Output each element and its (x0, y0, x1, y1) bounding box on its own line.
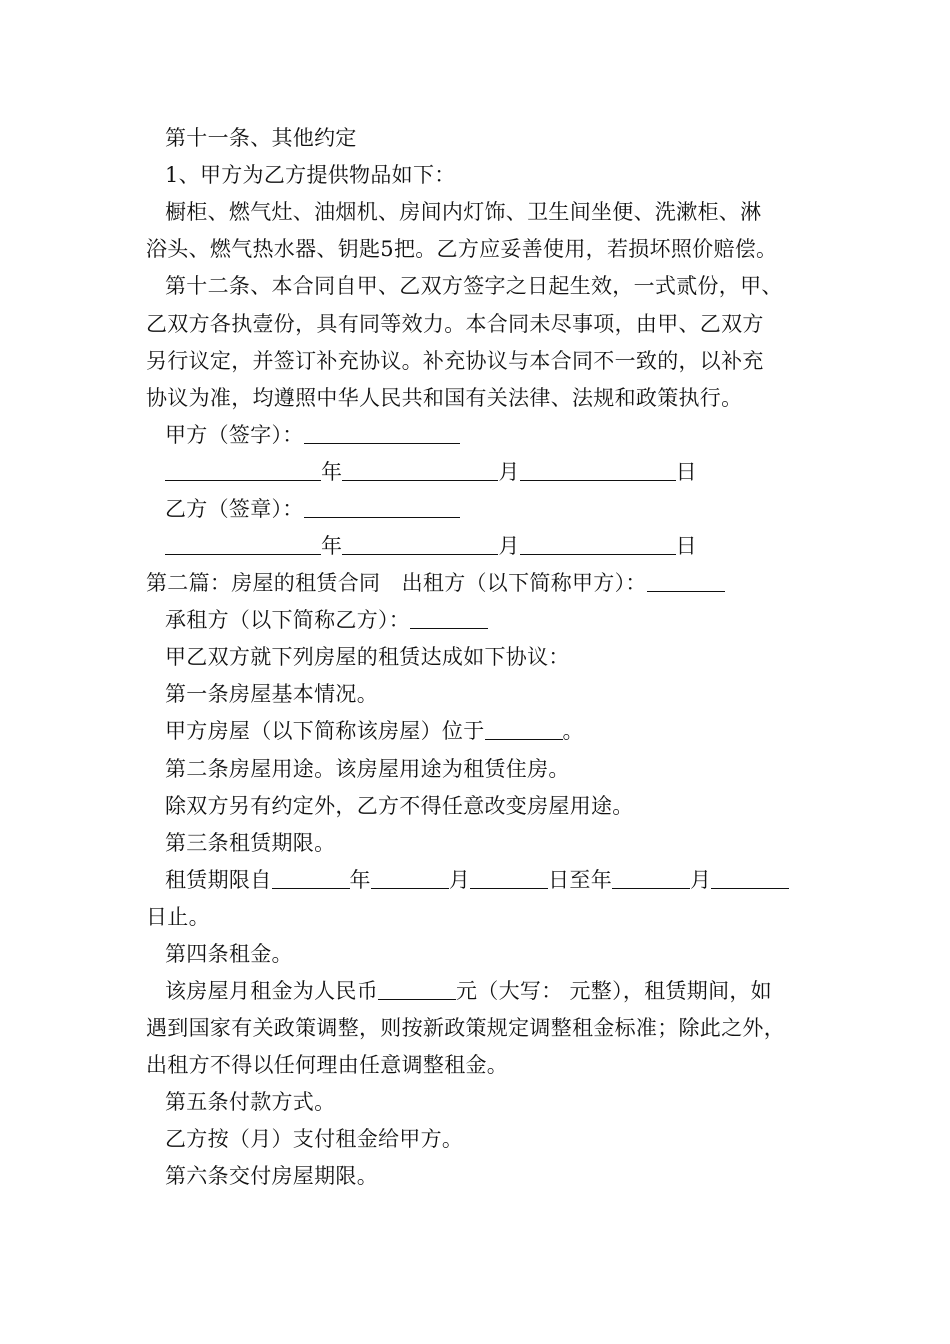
start-day-blank[interactable] (470, 868, 548, 889)
paragraph-line: 协议为准，均遵照中华人民共和国有关法律、法规和政策执行。 (146, 386, 743, 410)
rent-amount-blank[interactable] (378, 979, 456, 1000)
end-year-blank[interactable] (612, 868, 690, 889)
party-b-seal-line (165, 496, 460, 522)
month-label: 月 (498, 460, 520, 484)
month-blank[interactable] (342, 534, 498, 555)
end-month-blank[interactable] (711, 868, 789, 889)
paragraph-line: 第十二条、本合同自甲、乙双方签字之日起生效，一式贰份，甲、 (165, 274, 783, 298)
article-5-heading: 第五条付款方式。 (165, 1090, 336, 1114)
paragraph-line: 日止。 (146, 905, 210, 929)
party-b-date-line (165, 533, 697, 559)
year-blank[interactable] (165, 460, 321, 481)
paragraph-line: 橱柜、燃气灶、油烟机、房间内灯饰、卫生间坐便、洗漱柜、淋 (165, 200, 762, 224)
location-blank[interactable] (485, 719, 563, 740)
start-month-blank[interactable] (371, 868, 449, 889)
year-label: 年 (321, 534, 343, 558)
month-label: 月 (448, 868, 471, 892)
party-a-date-line (165, 459, 697, 485)
day-blank[interactable] (520, 534, 676, 555)
article-6-heading: 第六条交付房屋期限。 (165, 1164, 378, 1188)
section-2-title: 第二篇：房屋的租赁合同 出租方（以下简称甲方）： (146, 571, 647, 595)
location-label: 甲方房屋（以下简称该房屋）位于 (165, 719, 485, 743)
rent-line (165, 978, 772, 1004)
day-to-year-label: 日至年 (548, 868, 613, 892)
period-mark: 。 (562, 719, 584, 743)
paragraph-line: 浴头、燃气热水器、钥匙5把。乙方应妥善使用，若损坏照价赔偿。 (146, 237, 778, 261)
lease-term-label: 租赁期限自 (165, 868, 272, 892)
day-label: 日 (675, 460, 697, 484)
article-1-heading: 第一条房屋基本情况。 (165, 682, 378, 706)
month-label: 月 (498, 534, 520, 558)
month-blank[interactable] (342, 460, 498, 481)
month-label: 月 (690, 868, 712, 892)
party-b-seal-label: 乙方（签章）： (165, 497, 304, 521)
location-line (165, 718, 584, 744)
paragraph-line: 甲乙双方就下列房屋的租赁达成如下协议： (165, 645, 570, 669)
section-2-heading (146, 570, 725, 596)
paragraph-line: 出租方不得以任何理由任意调整租金。 (146, 1053, 509, 1077)
rent-suffix: 元（大写： 元整），租赁期间，如 (456, 979, 772, 1003)
article-2-heading: 第二条房屋用途。该房屋用途为租赁住房。 (165, 757, 570, 781)
paragraph-line: 除双方另有约定外，乙方不得任意改变房屋用途。 (165, 794, 634, 818)
paragraph-line: 乙方按（月）支付租金给甲方。 (165, 1127, 464, 1151)
day-blank[interactable] (520, 460, 676, 481)
article-11-heading: 第十一条、其他约定 (165, 126, 357, 150)
lessee-line (165, 607, 488, 633)
year-label: 年 (349, 868, 371, 892)
article-3-heading: 第三条租赁期限。 (165, 831, 336, 855)
rent-label: 该房屋月租金为人民币 (165, 979, 378, 1003)
paragraph-line: 遇到国家有关政策调整，则按新政策规定调整租金标准；除此之外， (146, 1016, 785, 1040)
lessor-blank[interactable] (647, 571, 725, 592)
paragraph-line: 1、甲方为乙方提供物品如下： (165, 163, 456, 187)
article-4-heading: 第四条租金。 (165, 942, 293, 966)
year-label: 年 (321, 460, 343, 484)
paragraph-line: 乙双方各执壹份，具有同等效力。本合同未尽事项，由甲、乙双方 (146, 312, 764, 336)
party-a-signature-line (165, 422, 460, 448)
year-blank[interactable] (165, 534, 321, 555)
lease-term-line (165, 867, 789, 893)
start-year-blank[interactable] (272, 868, 350, 889)
lessee-blank[interactable] (410, 608, 488, 629)
lessee-label: 承租方（以下简称乙方）： (165, 608, 411, 632)
party-b-seal-blank[interactable] (304, 497, 460, 518)
party-a-signature-label: 甲方（签字）： (165, 423, 304, 447)
party-a-signature-blank[interactable] (304, 423, 460, 444)
day-label: 日 (675, 534, 697, 558)
paragraph-line: 另行议定，并签订补充协议。补充协议与本合同不一致的，以补充 (146, 349, 764, 373)
